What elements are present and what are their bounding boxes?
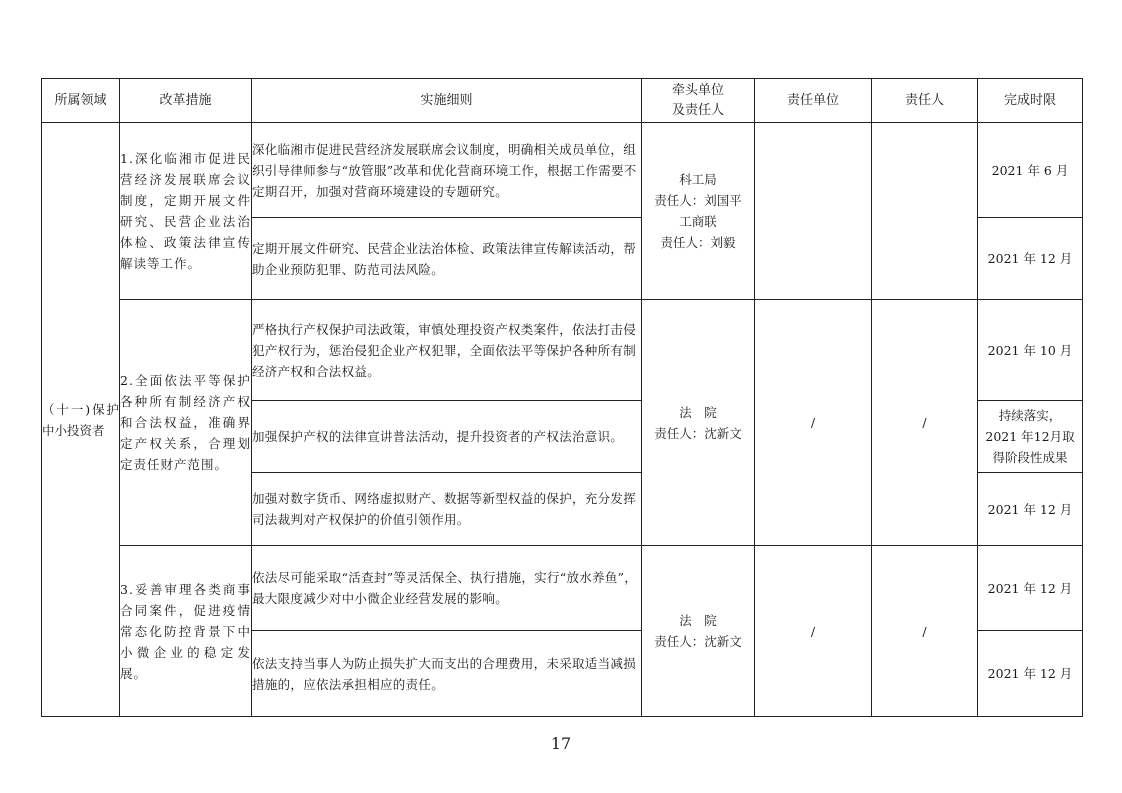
- detail-cell: 依法支持当事人为防止损失扩大而支出的合理费用，未采取适当减损措施的，应依法承担相应的责任。: [252, 631, 642, 717]
- detail-cell: 加强保护产权的法律宣讲普法活动，提升投资者的产权法治意识。: [252, 401, 642, 473]
- reform-measures-table: [41, 78, 1083, 717]
- header-field: 所属领域: [42, 79, 120, 123]
- header-resp-person: 责任人: [872, 79, 978, 123]
- detail-cell: 加强对数字货币、网络虚拟财产、数据等新型权益的保护，充分发挥司法裁判对产权保护的价值引领作用。: [252, 473, 642, 546]
- deadline-cell: [978, 123, 1083, 218]
- resp-unit-cell: /: [755, 546, 872, 717]
- measure-cell: 3.妥善审理各类商事合同案件，促进疫情常态化防控背景下中小微企业的稳定发展。: [120, 546, 252, 717]
- page-number: 17: [550, 734, 572, 753]
- deadline-line: 2021 年 12 月: [987, 501, 1073, 517]
- detail-cell: 定期开展文件研究、民营企业法治体检、政策法律宣传解读活动，帮助企业预防犯罪、防范司法风险。: [252, 218, 642, 300]
- lead-unit-cell: [642, 123, 755, 300]
- deadline-line: 持续落实，: [998, 408, 1062, 423]
- lead-line: 责任人：刘国平: [654, 193, 742, 208]
- deadline-line: 得阶段性成果: [992, 450, 1068, 465]
- deadline-line: 2021 年 12 月: [987, 251, 1073, 266]
- table-row: [42, 546, 1083, 631]
- deadline-cell: [978, 631, 1083, 717]
- header-deadline: 完成时限: [978, 79, 1083, 123]
- resp-unit-cell: /: [755, 300, 872, 546]
- measure-cell: 1.深化临湘市促进民营经济发展联席会议制度，定期开展文件研究、民营企业法治体检、政策法律宣传解读等工作。: [120, 123, 252, 300]
- lead-unit-cell: [642, 300, 755, 546]
- deadline-cell: [978, 401, 1083, 473]
- table-row: [42, 123, 1083, 218]
- deadline-cell: [978, 546, 1083, 631]
- deadline-line: 2021 年 12 月: [987, 580, 1073, 596]
- deadline-line: 2021 年 12 月: [987, 666, 1073, 681]
- deadline-line: 2021 年 10 月: [987, 342, 1073, 358]
- lead-line: 责任人：沈新文: [654, 634, 742, 649]
- lead-line: 科工局: [679, 172, 717, 187]
- table-row: [42, 300, 1083, 401]
- resp-person-cell: [872, 123, 978, 300]
- table-header-row: [42, 79, 1083, 123]
- detail-cell: 深化临湘市促进民营经济发展联席会议制度，明确相关成员单位，组织引导律师参与“放管服”改革和优化营商环境工作，根据工作需要不定期召开，加强对营商环境建设的专题研究。: [252, 123, 642, 218]
- lead-line: 法 院: [679, 404, 717, 420]
- measure-cell: 2.全面依法平等保护各种所有制经济产权和合法权益，准确界定产权关系，合理划定责任财产范围。: [120, 300, 252, 546]
- field-cell: （十一)保护中小投资者: [42, 123, 120, 717]
- lead-unit-cell: [642, 546, 755, 717]
- lead-line: 法 院: [679, 613, 717, 628]
- deadline-line: 2021 年 6 月: [991, 162, 1069, 178]
- header-lead-line1: 牵头单位: [671, 82, 724, 98]
- header-lead-unit: [642, 79, 755, 123]
- resp-person-cell: /: [872, 300, 978, 546]
- header-measure: 改革措施: [120, 79, 252, 123]
- deadline-cell: [978, 300, 1083, 401]
- detail-cell: 依法尽可能采取“活查封”等灵活保全、执行措施，实行“放水养鱼”，最大限度减少对中小微企业经营发展的影响。: [252, 546, 642, 631]
- lead-line: 责任人：刘毅: [660, 235, 736, 250]
- header-resp-unit: 责任单位: [755, 79, 872, 123]
- resp-unit-cell: [755, 123, 872, 300]
- deadline-cell: [978, 218, 1083, 300]
- deadline-line: 2021 年12月取: [985, 429, 1075, 444]
- deadline-cell: [978, 473, 1083, 546]
- header-lead-line2: 及责任人: [671, 102, 724, 118]
- lead-line: 工商联: [679, 214, 717, 229]
- resp-person-cell: /: [872, 546, 978, 717]
- header-detail: 实施细则: [252, 79, 642, 123]
- lead-line: 责任人：沈新文: [654, 425, 742, 441]
- detail-cell: 严格执行产权保护司法政策，审慎处理投资产权类案件，依法打击侵犯产权行为，惩治侵犯企业产权犯罪，全面依法平等保护各种所有制经济产权和合法权益。: [252, 300, 642, 401]
